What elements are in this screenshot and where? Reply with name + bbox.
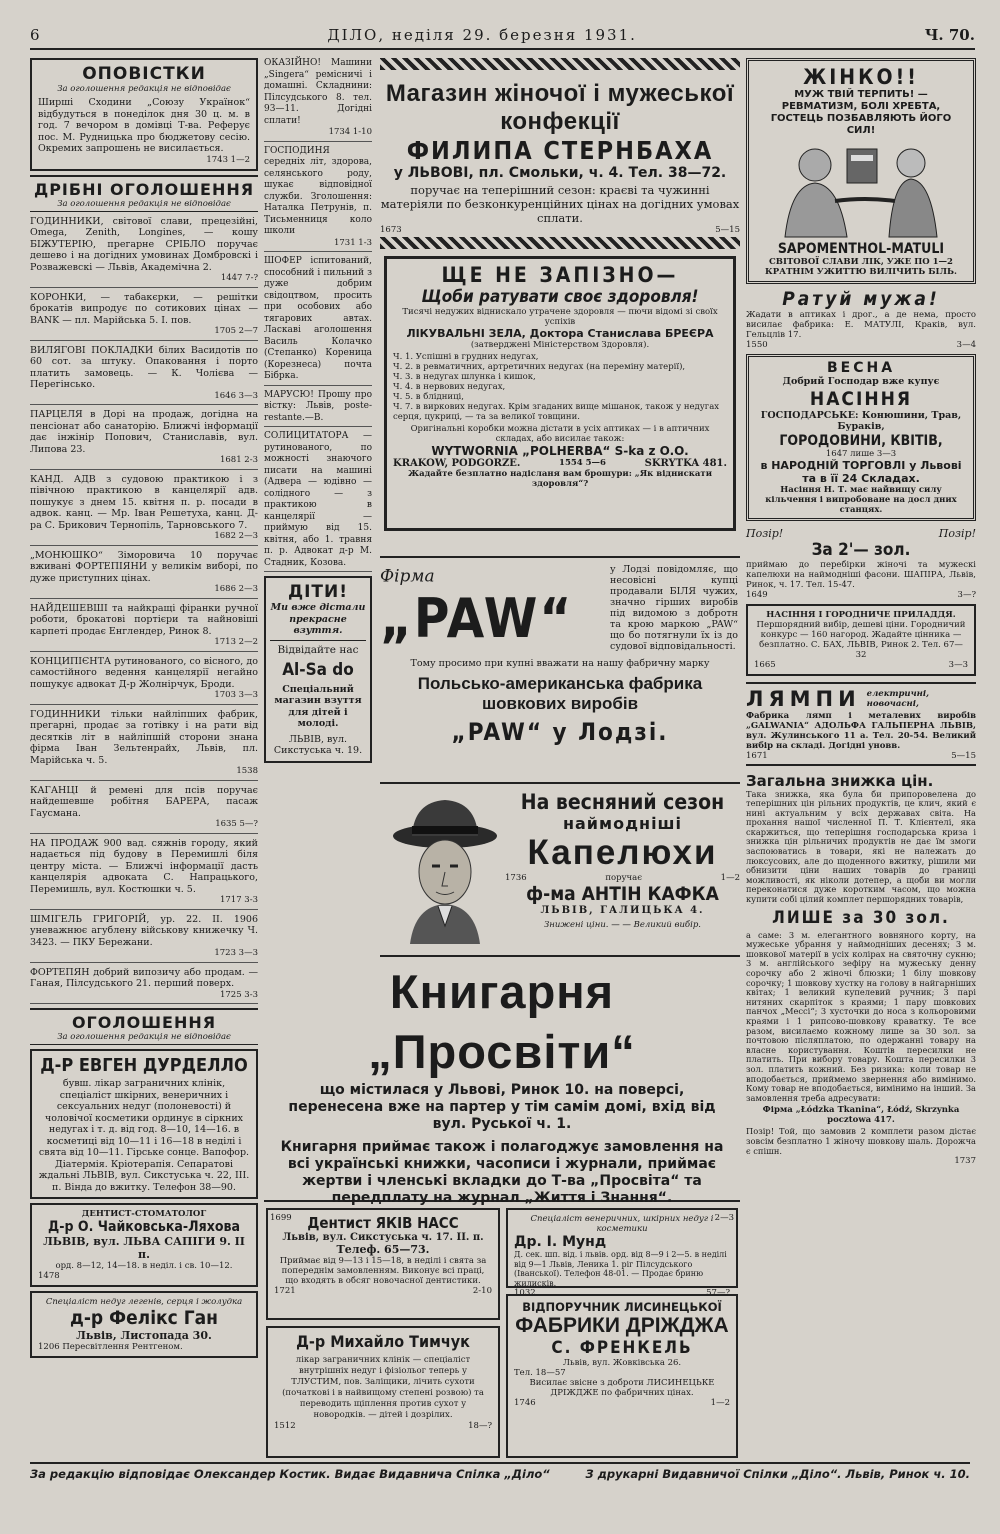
ad-text: КАГАНЦІ й ремені для псів поручає найдешевше робітня БАРЕРА, пасаж Гаусмана. [30, 784, 258, 819]
massage-illustration [755, 141, 967, 237]
ad-ref: 1682 2—3 [214, 531, 258, 541]
ad-text: ВИЛЯГОВІ ПОКЛАДКИ білих Васидотів по 60 сот. за штуку. Опаковання і порто платить замовець. — К. Чолієва — Перегінсько. [30, 344, 258, 390]
tymchuk-ref-right: 18—? [468, 1421, 492, 1431]
lyshe-title: ЛИШЕ за 30 зол. [772, 907, 950, 928]
decor-stripe [380, 58, 740, 70]
dribni-sub: За оголошення редакція не відповідає [30, 199, 258, 212]
small-ad-item [30, 409, 258, 470]
prosvita-ref-left: 1699 [270, 1213, 292, 1223]
opovistky-title: ОПОВІСТКИ [82, 64, 206, 84]
masthead: ДІЛО, неділя 29. березня 1931. [327, 26, 637, 44]
paw-firma: Фірма [380, 566, 435, 587]
mund-ref-right: 57—? [706, 1288, 730, 1298]
tymchuk-ad [266, 1326, 500, 1458]
ad-text: ПАРЦЕЛЯ в Дорі на продаж, догідна на пенсіонат або санаторію. Ближчі інформації дає інжінір Попович, Станиславів, вул. Липова 23. [30, 409, 258, 455]
breer-city: KRAKOW, PODGORZE. [393, 458, 521, 469]
col2-ad-item [264, 146, 372, 253]
paw-factory: Польсько-американська фабрика шовкових виробів [417, 673, 703, 713]
shapira-ad [746, 527, 976, 600]
vesna-note: Насіння Н. Т. має найвищу силу кільчення і випробоване на досл дних станцях. [765, 484, 957, 515]
lodzka-note: Позір! Той, що замовив 2 комплети разом дістає зовсім безплатно 1 жіночу шовкову шаль. Дорожча є спішн. [746, 1126, 976, 1156]
frenkel-name: С. ФРЕНКЕЛЬ [551, 1338, 693, 1358]
dity-sub: Ми вже дістали прекрасне взуття. [270, 602, 366, 636]
small-ad-item [30, 709, 258, 781]
lodzka-ad [746, 772, 976, 1167]
breer-firm: WYTWORNIA „POLHERBA“ S-ka z O.O. [431, 444, 689, 458]
breer-approved: (затверджені Міністерством Здоровля). [470, 340, 650, 350]
paw-brand: „PAW“ [380, 586, 574, 650]
gan-ad [30, 1291, 258, 1358]
kafka-ref-right: 1—2 [720, 873, 740, 883]
page-number: 6 [30, 26, 40, 44]
ad-text: ФОРТЕПЯН добрий випозичу або продам. — Ганая, Пілсудського 21. перший поверх. [30, 966, 258, 989]
ad-text: „МОНЮШКО“ Зіморовича 10 поручає вживані ФОРТЕПІЯНИ у великім виборі, по дуже приступних цінах. [30, 549, 258, 584]
small-ad-item [30, 550, 258, 599]
kafka-addr: ЛЬВІВ, ГАЛИЦЬКА 4. [540, 905, 705, 916]
column-2 [264, 58, 372, 898]
dity-addr: ЛЬВІВ, вул. Сикстуська ч. 19. [273, 733, 363, 756]
mund-name: Др. І. Мунд [514, 1234, 607, 1250]
tymchuk-ref-left: 1512 [274, 1421, 296, 1431]
opovistky-sub: За оголошення редакція не відповідає [57, 84, 231, 94]
sternbach-title: Магазин жіночої і мужеської конфекції [385, 80, 735, 135]
ad-text: ГОДИННИКИ тільки найліпших фабрик, прегарні, продає за готівку і на рати від десятків літ в найліпшій сторони знана фірма Іван Зельтенрайх, Львів, пл. Марійська ч. 5. [30, 708, 258, 766]
ratui-ref-left: 1550 [746, 340, 768, 350]
ogol-title: ОГОЛОШЕННЯ [30, 1008, 258, 1032]
breer-ad [384, 256, 736, 531]
ad-text: НАЙДЕШЕВШІ та найкращі фіранки ручної роботи, брокатові портієри та найновіші карпеті продає Енглендер, Ринок 8. [30, 602, 258, 637]
prosvita-text2: Книгарня приймає також і полагоджує замовлення на всі українські книжки, часописи і журнали, приймає жертви і членські вкладки до Т-ва „Просвіта“ та передплату на журнал „Життя і Знання“. [280, 1139, 724, 1206]
nass-tel: Телеф. 65—73. [336, 1243, 430, 1256]
ad-ref: 1723 3—3 [214, 948, 258, 958]
page-footer [30, 1462, 970, 1484]
ad-ref: 1538 [236, 766, 258, 776]
bakh-ref-left: 1665 [754, 659, 776, 670]
col2-ad-item [264, 256, 372, 386]
ad-ref: 1725 3-3 [219, 989, 258, 1000]
lampy-ad [746, 682, 976, 766]
pozir-text: приймаю до перебірки жіночі та мужескі капелюхи на наймодніші фасони. ШАПІРА, Львів, Ринок, ч. 17. Тел. 15-47. [746, 559, 976, 590]
ad-ref: 1681 2-3 [219, 455, 258, 465]
column-4 [746, 58, 976, 1458]
chaik-name: Д-р О. Чайковська-Ляхова [48, 1219, 240, 1235]
breer-where: Оригінальні коробки можна дістати в усіх аптиках — і в аптичних складах, або висилає також: [410, 424, 710, 444]
bakh-ref-right: 3—3 [948, 659, 968, 670]
paw-warn: Тому просимо при купні вважати на нашу фабричну марку [410, 658, 710, 669]
prosvita-title: Книгарня „Просвіти“ [368, 965, 636, 1078]
paw-bottom: „PAW“ у Лодзі. [451, 717, 669, 746]
small-ads-list [30, 216, 258, 1005]
footer-left: За редакцію відповідає Олександер Костик. Видає Видавнича Спілка „Діло“ [30, 1467, 550, 1481]
sapo-text: СВІТОВОЇ СЛАВИ ЛІК, УЖЕ ПО 1—2 КРАТНІМ УЖИТТЮ ВИЛІЧИТЬ БІЛЬ. [765, 257, 957, 277]
ogol-sub: За оголошення редакція не відповідає [30, 1032, 258, 1045]
small-ad-item [30, 838, 258, 910]
dity-text: Спеціальний магазин взуття для дітей і молоді. [274, 683, 362, 729]
sternbach-ref-left: 1673 [380, 225, 402, 235]
issue-number: Ч. 70. [924, 26, 975, 44]
kafka-ad [380, 782, 740, 957]
chaik-hours: орд. 8—12, 14—18. в неділ. і св. 10—12. [55, 1261, 233, 1271]
chaik-ref: 1478 [38, 1271, 60, 1281]
breer-list-item: Ч. 2. в ревматичних, артретичних недугах (на переміну матерії), [393, 362, 686, 372]
small-ad-item [30, 292, 258, 341]
prosvita-text1: що містилася у Львові, Ринок 10. на поверсі, перенесена вже на партер у тім самім домі, вхід від вул. Руської ч. 1. [288, 1082, 716, 1132]
pozir-ref-right: 3—? [957, 589, 976, 600]
lampy-title: ЛЯМПИ [746, 686, 861, 711]
ratui-text: Жадати в аптиках і дрог., а де нема, просто висилає фабрика: Е. МАТУЛІ, Краків, вул. Гельцлів 17. [746, 310, 976, 340]
vesna-list: ГОСПОДАРСЬКЕ: Конюшини, Трав, Бураків, [760, 409, 962, 432]
durdello-ad [30, 1049, 258, 1199]
prosvita-ref-right: 2—3 [714, 1213, 734, 1223]
vesna-garden: ГОРОДОВИНИ, КВІТІВ, [779, 432, 943, 449]
vesna-seeds: НАСІННЯ [809, 387, 913, 410]
durdello-text: бувш. лікар заграничних клінік, спеціаліст шкірних, венеричних і сексуальних недуг (полоневості) й чоловічої косметики ординує в сіркних недугах і т. д. від год. 8—10, 14—16. в косметиці від 10—11 і 16—18 в неділі і свята від 10—11. Гірське сонце. Вапофор. Діатермія. Кріотерапія. Сепаратові ждальні ЛЬВІВ, вул. Сикстуська ч. 22, III. п. Вінда до вжитку. Телефон 38—90. [38, 1078, 250, 1193]
kafka-season: На весняний сезон [520, 790, 725, 814]
tymchuk-text: лікар заграничних клінік — спеціаліст внутрішніх недуг і фізіольог теперь у ТЛУСТИМ, пов. Заліщики, лічить сухоти (початкові і в найвищому степені розвою) та переводить щіплення против сухот у новородків. — дітей і дозрілих. [282, 1355, 484, 1420]
breer-product: ЛІКУВАЛЬНІ ЗЕЛА, Доктора Станислава БРЕЄРА [406, 327, 714, 340]
breer-box: SKRYTKA 481. [644, 458, 727, 469]
ad-ref: 1635 5—? [215, 819, 258, 829]
sternbach-ad [380, 58, 740, 248]
breer-ref: 1554 5—6 [559, 458, 606, 468]
kafka-firm: ф-ма АНТІН КАФКА [526, 883, 719, 905]
col2-ad-item [264, 431, 372, 572]
ad-text: МАРУСЮ! Прошу про вістку: Львів, poste-restante.—В. [264, 389, 372, 423]
sapo-brand: SAPOMENTHOL-MATULI [777, 241, 945, 257]
ratui-title: Ратуй мужа! [782, 288, 940, 310]
kafka-prices: Знижені ціни. — — Великий вибір. [544, 920, 701, 930]
gan-head: Спеціаліст недуг легенів, серця і жолудка [45, 1297, 243, 1307]
breer-list [393, 352, 727, 422]
opovistky-section [30, 58, 258, 171]
breer-title2: Щоби ратувати своє здоровля! [421, 287, 699, 307]
frenkel-text: Висилає звісне з доброти ЛИСИНЕЦЬКЕ ДРІЖДЖЕ по фабричних цінах. [529, 1378, 715, 1398]
pozir-right: Позір! [938, 526, 976, 540]
paw-right-text: у Лодзі повідомляє, що несовісні купці продавали БІЛЯ чужих, значно гірших виробів під видомою з добротн та крою маркою „PAW“ що бо потягнули їх із до судової відповідальності. [610, 564, 738, 652]
ad-text: КАНД. АДВ з судовою практикою і з півічною практикою в канцелярії адв. пошукує з днем 15. квітня п. р. посади в адвок. канц. — Мр. Іван Решетуха, канц. Д-ра С. Брикович Тернопіль, Тарновського 7. [30, 473, 258, 531]
breer-list-item: Ч. 3. в недугах шлунка і кишок, [393, 372, 536, 382]
vesna-ad [746, 354, 976, 521]
gan-name: д-р Фелікс Ган [70, 1307, 218, 1329]
ad-text: ГОСПОДИНЯ середніх літ, здорова, селянського роду, шукає відповідної служби. Зголошення: Наталка Петрунів, п. Тисьменниця коло школи [264, 145, 372, 236]
decor-stripe-bottom [380, 237, 740, 249]
ad-ref: 1447 7-? [220, 273, 258, 283]
znyzhka-text: Така знижка, яка була би припоровелена до теперішних цін рільних продуктів, це клич, який є нині актуальним у всіх державах світа. На прохання нашої численної П. Т. Клієнтелі, яка скаржиться, що теперішня господарська криза і знижка цін рільничих продуктів не дає їм змоги заспоюватись в товари, які не належать до люксусових, але до щоденного вжитку, рішили ми обнизити ціни наших товарів до границі можливості, як ніколи дотепер, а щоби ви могли переконатися дуже коротким часом, що можна купити собі цілий комплет першорядних товарів, [746, 788, 976, 905]
frenkel-ref-right: 1—2 [710, 1398, 730, 1408]
bakh-ad [746, 604, 976, 676]
column-1 [30, 58, 258, 1458]
nass-name: Дентист ЯКІВ НАСС [307, 1214, 459, 1232]
small-ad-item [30, 656, 258, 705]
bakh-title: НАСІННЯ І ГОРОДНИЧЕ ПРИЛАДДЯ. [766, 609, 956, 620]
ad-text: КОРОНКИ, — табакєрки, — решітки брокатів випродує по сотикових цінах — BANK — пл. Марійська 5. І. пов. [30, 291, 258, 326]
ad-text: СОЛИЦИТАТОРА — рутинованого, по можності знаючого писати на машині (Адвера — юдівно — солідного — з практикою в канцелярії — приймую від 15. квітня, або 1. травня п. р. Адвокат д-р М. Стадник, Козова. [264, 431, 372, 568]
small-ad-item [30, 914, 258, 963]
paw-ad [380, 556, 740, 778]
sternbach-text: поручає на теперішний сезон: краєві та чужинні матеріяли по безконкуренційних цінах на догідних умовах сплати. [380, 183, 740, 225]
ratui-ref-right: 3—4 [956, 340, 976, 350]
breer-list-item: Ч. 5. в блідниці, [393, 392, 464, 402]
small-ad-item [30, 603, 258, 652]
ad-text: НА ПРОДАЖ 900 вад. сяжнів городу, який надається під будову в Перемишлі біля центру міста. — Ближчі інформації дасть канцелярія адвоката С. Напрацького, Перемишль, вул. Костюшки ч. 5. [30, 837, 258, 895]
ad-ref: 1686 2—3 [214, 584, 258, 594]
chaik-head: ДЕНТИСТ-СТОМАТОЛОГ [81, 1209, 207, 1219]
ad-ref: 1731 1-3 [333, 237, 372, 248]
small-ad-item [30, 345, 258, 406]
lodzka-address: Фірма „Łódzka Tkanina“, Łódź, Skrzynka pocztowa 417. [762, 1105, 960, 1126]
lampy-text: Фабрика лямп і металевих виробів „GALWANIA“ АДОЛЬФА ГАЛЬПЕРНА ЛЬВІВ, вул. Жулинського 11 а. Тел. 20-54. Великий вибір на складі. Догідні уновв. [746, 710, 976, 751]
breer-intro: Тисячі недужих віднискало утрачене здоровля — пючи відомі зі своїх успіхів [402, 307, 718, 327]
vesna-title: ВЕСНА [826, 360, 896, 376]
kafka-newest: наймодніші [562, 814, 683, 833]
hat-man-illustration [390, 794, 500, 944]
dity-title: ДІТИ! [287, 582, 349, 602]
mund-head: Спеціаліст венеричних, шкірних недуг і косметики [530, 1214, 714, 1234]
small-ad-item [30, 785, 258, 834]
ad-text: КОНЦИПІЄНТА рутинованого, со вісного, до самостійного ведення канцелярії негайно пошукує адвокат Д-р Жолнірчук, Броди. [30, 655, 258, 690]
frenkel-tel: Тел. 18—57 [514, 1368, 566, 1378]
page-header [30, 22, 975, 50]
gan-addr: Львів, Листопада 30. [76, 1329, 212, 1342]
dribni-title: ДРІБНІ ОГОЛОШЕННЯ [30, 175, 258, 199]
frenkel-ad [506, 1294, 738, 1458]
ad-ref: 1703 3—3 [214, 690, 258, 700]
opovistky-text: Ширші Сходини „Союзу Українок“ відбудуться в понеділок дня 30 ц. м. в год. 7 вечором в домівці Т-ва. Реферує пос. М. Рудницька про бюджетову сесію. Окремих запрошень не висилається. [38, 97, 250, 154]
durdello-name: Д-Р ЕВГЕН ДУРДЕЛЛО [40, 1055, 248, 1076]
kafka-hats: Капелюхи [527, 833, 718, 872]
opovistky-ref: 1743 1—2 [206, 154, 250, 165]
mund-text: Д. сек. шп. від. і львів. орд. від 8—9 і 2—5. в неділі від 9—1 Львів, Леника 1. ріг Пілсудського (Іванської). Телефон 48-01. — Продає бриню жилисків. [514, 1250, 727, 1288]
nass-text: Приймає від 9—13 і 15—18, в неділі і свята за попереднім замовленням. Виконує всі праці, що входять в обсяг новочасної дентистики. [279, 1256, 487, 1286]
frenkel-head: ВІДПОРУЧНИК ЛИСИНЕЦЬКОЇ [522, 1300, 722, 1314]
col2-ad-item [264, 390, 372, 428]
frenkel-addr: Львів, вул. Жовківська 26. [562, 1358, 682, 1368]
small-ad-item [30, 216, 258, 288]
breer-title1: ЩЕ НЕ ЗАПІЗНО— [441, 263, 679, 287]
pozir-left: Позір! [746, 526, 784, 540]
chaik-addr: ЛЬВІВ, вул. ЛЬВА САПІГИ 9. II п. [43, 1235, 245, 1261]
ad-text: ОКАЗІЙНО! Машини „Singera“ ремісничі і домашні. Складнини: Пілсудського 8. тел. 93—11. Догідні сплати! [264, 58, 372, 126]
dity-brand: Al-Sa do [282, 659, 354, 680]
tymchuk-name: Д-р Михайло Тимчук [296, 1332, 470, 1351]
breer-list-item: Ч. 1. Успішні в грудних недугах, [393, 352, 539, 362]
mund-ad [506, 1208, 738, 1298]
lampy-ref-left: 1671 [746, 750, 768, 761]
zhinko-text: МУЖ ТВІЙ ТЕРПИТЬ! — РЕВМАТИЗМ, БОЛІ ХРЕБТА, ГОСТЕЦЬ ПОЗБАВЛЯЮТЬ ЙОГО СИЛ! [770, 89, 952, 136]
ad-text: ШМІГЕЛЬ ГРИГОРІЙ, ур. 22. II. 1906 уневажнює агублену військову книжечку Ч. 3423. — ПКУ Бережани. [30, 913, 258, 948]
sternbach-addr: у ЛЬВОВІ, пл. Смольки, ч. 4. Тел. 38—72. [393, 165, 727, 181]
nass-addr: Львів, вул. Сикстуська ч. 17. II. п. [282, 1232, 484, 1243]
breer-list-item: Ч. 4. в нервових недугах, [393, 382, 506, 392]
ad-ref: 1713 2—2 [214, 637, 258, 647]
vesna-ref: 1647 лише 3—3 [825, 448, 897, 459]
zhinko-title: ЖІНКО!! [803, 65, 919, 89]
dity-visit: Відвідайте нас [277, 643, 359, 656]
nass-ref-left: 1721 [274, 1286, 296, 1296]
lampy-ref-right: 5—15 [951, 750, 976, 761]
footer-right: З друкарні Видавничої Спілки „Діло“. Львів, Ринок ч. 10. [585, 1467, 970, 1481]
small-ad-item [30, 967, 258, 1005]
pozir-price: За 2'— зол. [811, 539, 911, 560]
chaikovska-ad [30, 1203, 258, 1287]
kafka-recommends: поручає [605, 873, 642, 883]
frenkel-ref-left: 1746 [514, 1398, 536, 1408]
lyshe-text: а саме: 3 м. елегантного вовняного корту, на мужеське убрання у наймодніших десенях; 3 м. шовкової матерії в усіх колірах на святочну сукню; 3 м. англійського зефіру на мужеську денну сорочку або 2 жіночі блюзки; 1 білу шовкову сорочку; 1 шовкову хустку на голову в найгарніших квітах; 1 великий купелевий ручник; 3 парі нитяних скарпіток з краями; 1 пару шовкових панчох „Мессі“; 3 хусточки до носа з кольоровими краями і 1 рипсово-шовкову краватку. Те все разом, висилаємо кожному лише за 30 зол. за почтовою післяплатою, по одержанні товару на власне користування. Коштів пересилки не платить. При вибору товару. Кошта пересилки 3 зол. платить кожний. Без ризика: коли товар не вподобається, приймемо звернення або вимінимо. Кому товар не вподобається, вимінимо на інший. За замовлення треба адресувати: [746, 929, 976, 1103]
ad-ref: 1734 1-10 [328, 127, 372, 137]
alsado-ad [264, 576, 372, 763]
sternbach-ref-right: 5—15 [715, 225, 740, 235]
gan-ref: 1206 Пересвітлення Рентгеном. [38, 1342, 183, 1352]
ad-ref: 1705 2—7 [214, 326, 258, 336]
breer-list-item: Ч. 7. в виркових недугах. Крім згаданих вище мішанок, також у недугах серця, цукриці, — та за великої товщини. [393, 402, 720, 422]
sapomenthol-ad [746, 58, 976, 284]
ad-ref: 1646 3—3 [214, 390, 258, 401]
breer-brochure: Жадайте безплатно надісланя вам брошури: „Як віднискати здоровля“? [407, 469, 713, 489]
kafka-ref-left: 1736 [505, 873, 527, 883]
col2-ad-item [264, 58, 372, 142]
bakh-text: Першорядний вибір, дешеві ціни. Городничий конкурс — 160 нагород. Жадайте цінника — безплатно. С. БАХ, ЛЬВІВ, Ринок 2. Тел. 67—32 [756, 619, 966, 660]
vesna-where: в НАРОДНІЙ ТОРГОВЛІ у Львові та в її 24 Складах. [760, 458, 962, 485]
znyzhka-title: Загальна знижка цін. [746, 771, 934, 790]
col2-ads-list [264, 58, 372, 572]
nass-ad [266, 1208, 500, 1320]
ad-text: ГОДИННИКИ, світової слави, прецезійні, Omega, Zenith, Longines, — кошу БІЖУТЕРІЮ, прегарне СРІБЛО поручає дешево і на догідних умовинах Домбровскі і Розважевскі — Львів, Академічна 2. [30, 215, 258, 273]
sternbach-name: ФИЛИПА СТЕРНБАХА [406, 136, 714, 165]
ad-ref: 1717 3-3 [219, 895, 258, 905]
lampy-aside: електричні, новочасні, [866, 688, 930, 709]
ad-text: ШОФЕР іспитований, способний і пильний з дуже добрим свідоцтвом, просить при особових або тягарових автах. Ласкаві аголошення Василь Колачко (Степанко) Кореница (Корезнеса) почта Бібрка. [264, 256, 372, 381]
lodzka-ref: 1737 [954, 1156, 976, 1167]
pozir-ref-left: 1649 [746, 589, 768, 600]
small-ad-item [30, 474, 258, 546]
vesna-buy: Добрий Господар вже купує [782, 376, 940, 387]
frenkel-title: ФАБРИКИ ДРІЖДЖА [515, 1314, 729, 1337]
nass-ref-right: 2-10 [472, 1286, 492, 1296]
mund-ref-left: 1032 [514, 1288, 536, 1298]
